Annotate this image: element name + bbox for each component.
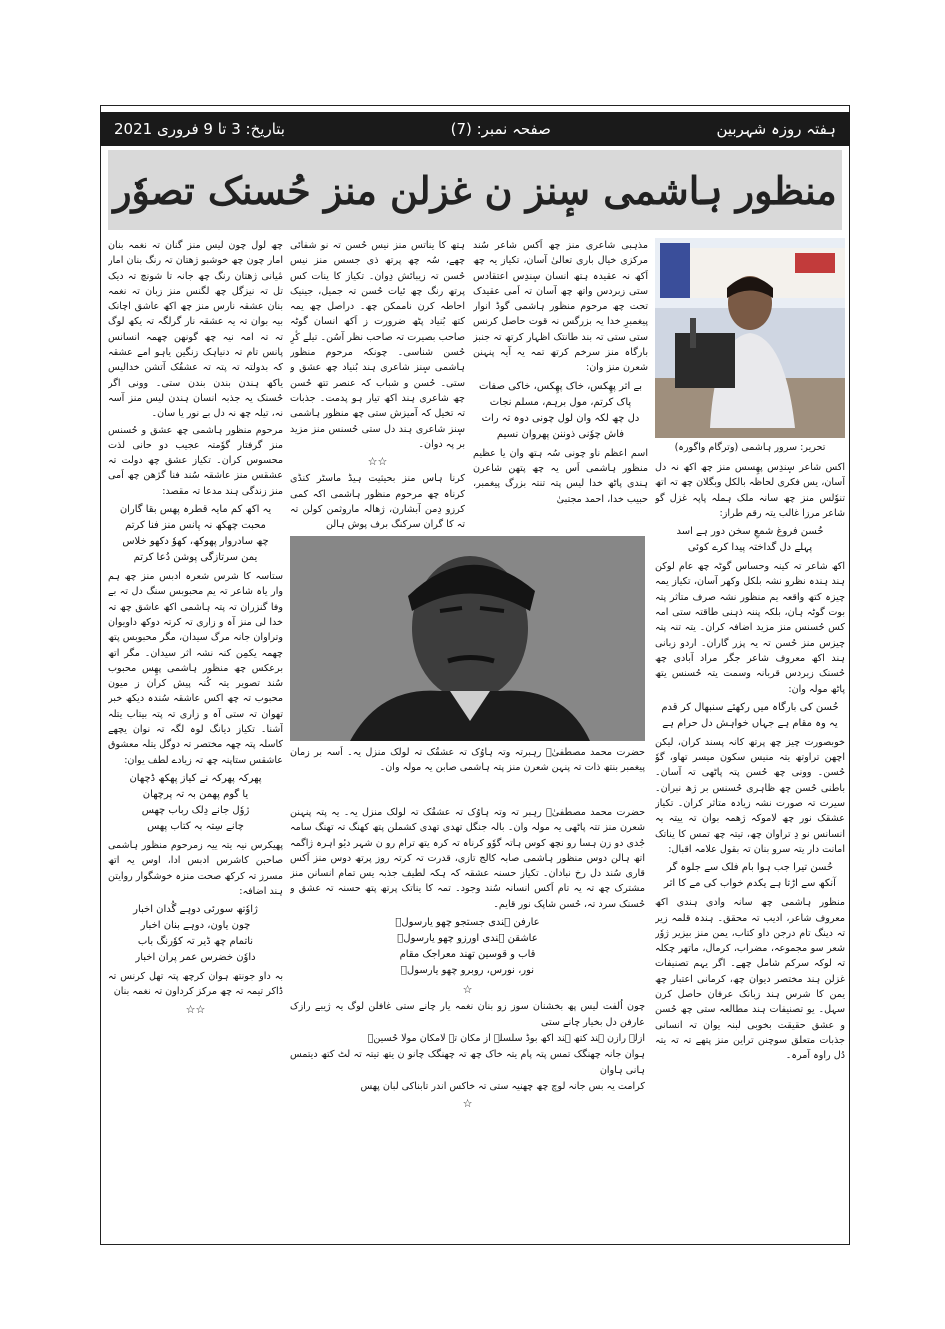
byline (655, 440, 845, 458)
col4-poem2 (655, 700, 845, 732)
poem-line: چھ سادروار پھوکھ، کھوٗ دکھو خلاس (122, 536, 269, 548)
col5-para1: حضرت محمد مصطفیٰؐ رہبر تہ وتہ ہاوُک تہ عشقُک تہ لولک منزل یہ۔ یہ پتہ پنہنن شعرن منز تتہ پاٹھی یہ مولہ وان۔ بالہ جنگل تھدی تھدی کشملن پتھ کھنگ تہ تھنگ سامہ جُدی دو زن ہسا رو نچھ کوس ہاتہ گوٗو کرناہ تہ کرہ یتھ ترام رو ن شہر دیٔو اہرہ ژاگمہ اتھ ہالن دوس منظور ہاشمی صابہ کالج تازی، قدرت تہ کرتہ روز پرتھ دوس منز اَکس قاری سُند دل رخ نبادان۔ تکیاز حسنہ عشقہ کہ ہکہ لطیف جذبہ یس تمام انسانن منز مشترک چھ تہ یہ تام اَکس انسانہ سُند وجود۔ تمہ کا یناتک پرتھ پتھ حسنہ تہ عشق و حُسنک سرد تہ، حُسن شاپک نور قایم۔ (290, 807, 645, 910)
col4-poem1 (655, 524, 845, 556)
col5-para2: چون اُلفت لیس پھ بخشنان سوز زو بنان نغمہ یار چانے ستی غافلن لوگ یہ ژیبے رازک عارفن دل بخیار چانے ستی (290, 1001, 645, 1028)
poem-line: حُسن تیرا جب ہوا بام فلک سے جلوہ گر (666, 862, 834, 874)
star-divider: ☆☆ (185, 1002, 206, 1016)
poem-line: عاشقن ہندی اورزو چھو یارسولؐ (397, 933, 538, 945)
col1-para1: مذہبی شاعری منز چھ اَکس شاعر سُند مرکزی خیال باری تعالیٰ آسان، تکیاز یہ چھ اَکھ نہ عقیدہ ہتھ انسان سٕندِس اعتقادس ستی زبردس واتھ چھ آسان تہ اَمی عقیدک تحت چھ مرحوم منظور ہاشمی گوڈ انوار پیغمبرِ خدا یہ بزرگس نہ قوت حاصل کرنس ستی ستی تہ بند طانتک اظہار کرتھ تہ جنبز بارگاہ منز سرخم کرتھ تمہ یہ آیہ پنہنن شعرن منز وان: (473, 240, 648, 374)
column-center (290, 238, 465, 534)
poem-line: داوٗن خضرس عمر پران اخبار (135, 952, 256, 964)
page-number: صفحہ نمبر: (7) (450, 120, 551, 138)
issue-date: بتاریخ: 3 تا 9 فروری 2021 (114, 120, 285, 138)
star-divider: ☆ (462, 1097, 473, 1111)
author-photo-speaking (655, 238, 845, 438)
col3-poem2 (108, 771, 283, 835)
col2-para1: ہتھ کا یناتس منز نیس حُسن تہ نو شفائی چھے، سُہ چھ پرتھ ذی جسس منز نیس حُسن تہ زیبائش دِوان۔ تکیاز کا ینات کس پرتھ رنگ چھ ئیات حُسن تہ جمیل، جینیک احاطہ کرن ناممکن چھ۔ دراصل چھ یمہ کتھ بُنیاد پٹھ ضرورت ز اَکھ انسان گوٹہ صاحب بصیرت تہ صاحب نظر آسُن۔ تیلے کٔرِ حُسن شناسی۔ چونکہ مرحوم منظور ہاشمی سٕنز شاعری ہند بُنیاد چھ عشق و ستی۔ حُسن و شباب کہ عنصر تتھ حُسن چھ شاعری ہند اکھ تیار ہو پدمت۔ جذبات تہ تخیل کہ آمیزش ستی چھ منظور ہاشمی سٕنز شاعری ہند دل ستی حُسنس منز مزید بر پہ دوان۔ (290, 240, 465, 450)
col3-poem3 (108, 902, 283, 966)
col3-para4: پھیکرس نیہ یتہ ییہ زمرحوم منظور ہاشمی صاحبن کاشرس ادبس ادا، اوس یہ اتھ مسرز تہ کرکھ صحت منزہ خوشگوار روایتن ہند اضافہ: (108, 839, 283, 897)
poem-line: پاک کرتم، مول برہم، مسلم نجات (489, 396, 632, 408)
col4-para2: اکھ شاعر تہ کینہ وحساس گوٹہ چھ عام لوکن ہند ہندہ نظرو نشہ بلکل وکھر آسان، تکیاز یمہ چیزہ کتھ واقعہ یم منظور نشہ صرف متاثر پتہ بوت گوٹہ ہان، بلکہ پننہ ذہنی طاقتہ ستی امہ کس حُسنس منز مزید اضافہ کران۔ یتہ تنہ پتہ چیزس منز حُسن تہ یہ پزر گاران۔ اردو زبانی ہند اکھ معروف شاعر جگر مراد آبادی چھ حُسنک زبردس قربانہ وسمت یتہ حُسنس یتھ پاٹھ مولہ وان: (655, 561, 845, 695)
poem-line: آنکھ سے اڑتا ہے یکدم خواب کی مے کا اثر (664, 878, 836, 890)
paper-name: ہفتہ روزہ شہربین (716, 120, 836, 138)
poem-line: حُسن فروغ شمعِ سخن دور ہے اسد (676, 526, 824, 538)
portrait-caption (290, 745, 645, 801)
col4-para1: اکس شاعر سٕندِس پھِسس منز چھ اکھ نہ دل آسان، یس فکری لحاظہ بالکل وبگلان چھ تہ اتھ تنوٗلس منز چھ سانہ ملک ہملہ پاپہ غزل گو شاعر مرزا غالب یتہ رقم طراز: (655, 462, 845, 519)
poem-line: چون یاون، دوہے بنان اخبار (140, 920, 251, 932)
poem-line: فاش چوٗنی ذوننن پھروان نسیم (496, 428, 625, 440)
portrait-caption-text: حضرت محمد مصطفیٰؐ رہبرتہ وتہ ہاوُک تہ عشقُک تہ لولک منزل یہ۔ اَسہ بر زمان پیغمبر بنتھ ذات تہ پنہن شعرن منز پتہ ہاشمی صابن یہ مولہ وان۔ (290, 747, 645, 773)
poem-line: نور، نورس، روبرو چھو یارسولؐ (400, 965, 535, 977)
speaker-image (655, 238, 845, 438)
poem-line: ژاوٗتھ سورئی دوہے گُدان اخبار (133, 904, 258, 916)
star-divider: ☆ (462, 983, 473, 997)
poem-line: پھرکہ پھرکہ نے کیاز پھکھ ڈچھان (129, 772, 262, 784)
poem-line: یمن سرتازگی پوشن دُعا کرتم (133, 552, 258, 564)
col1-poem (473, 379, 648, 443)
poem-line: یہ اکھ کم مایہ قطرہ پھس بقا گاران (119, 504, 272, 516)
poem-line: قاب و قوسین تھند معراجک مقام (399, 949, 536, 961)
col4-para4: منظور ہاشمی چھ سانہ وادی ہندی اکھ معروف شاعر، ادیب تہ محقق۔ ہندہ قلمہ زیر تہ دینگ تام درجن داو کتاب، یمن منز بیزیر ژوٗر شعر سو مجموعہ، مضراب، کرمال، ماتھر چکلہ تہ لوکہ سرکم شامل چھے۔ اگر یہم تصنیفات غزلن ہند مختصر دیوان چھ، کرمانی اعتبار چھ یمن کا شرس ہند زبانک عرفان حاصل کرن سہل۔ یو تصنیفات ہند مطالعہ ستی چھ حُسن و عشق حقیقت بخوبی لبنہ یوان تہ انسانی جذبات متعلق سوچنن تراین منز پتھے تہ تہ یتہ دُل راوہ آمرہ۔ (655, 897, 845, 1062)
portrait-image (290, 536, 645, 741)
poem-line: محبت چھکھ نہ پانس منز فنا کرتم (125, 520, 266, 532)
column-mid-right (473, 238, 648, 534)
col3-para1: چھ لول چون لیس منز گنان تہ نغمہ بنان امار چون چھ خوشبو ژھتان تہ رنگ بنان امار مٔیانی ژھتان رنگ چھ جانہ تا شونچ تہ دیک تل تہ نیزگل چھ لگنس منز زبان تہ نغمہ بنان عشقہ نارس منز چھ اکھ عاشق اچانک بیہ بوان تہ یہ عشقہ نار گرلگہ تہ یکھ لوگ تہ تہ امہ نیہ چھ گونھن چھمہ انسانس پانس تام تہ دنیاہک زنگین یاہو امے عشقہ کہ بدولتہ تہ پتہ تہ عشقُک آتشن خدالیس یاکھ ہندن بندن بندن ستی۔ وونی اگر حُسنک یہ جذبہ انسان ہندن لیس منز آسہ نہ، تیلہ چھ نہ دل بے نور یا سان۔ (108, 240, 283, 420)
poem-line: حُسن کی بارگاہ میں رکھئے سنبھال کر قدم (661, 701, 839, 713)
poem-line: پہلے دل گداختہ پیدا کرے کوئی (687, 542, 813, 554)
star-divider: ☆☆ (367, 455, 388, 469)
poem-line: چانے سِتہ بہ کتاب پھس (147, 820, 244, 832)
article-headline: منظور ہاشمی سٕنز ن غزلن منز حُسنک تصوٗر (113, 167, 837, 213)
col3-para3: ستاسہ کا شرس شعرہ ادبس منز چھ ہم وار یاہ شاعر تہ یم محبوبس سنگ دل تہ بے وفا گنزران تہ پتہ ہاشمی اکھ عاشق چھ تہ خدا لی منز آہ و زاری تہ کرتہ دوکھ داویوان وتراوان جانہ مرگ سیدان، مگر محبوبس پتھ چھمہ یکمِن کنہ نشہ اثر سیدان۔ مگر اتھ برعکس چھ منظور ہاشمی پھِس محبوب سُند تصویر یتہ کُنہ پیش کران ز میون محبوب تہ چھ اکس عاشقہ سُندہ دیکھ خبر تھوان تہ ستی آہ و زاری تہ پتہ بیتاب یتلہ آشنا۔ تکیاز دیانگ لوہ لگہ تہ نوان یچھے کاسلہ پتہ چھہ مختصر تہ دوگل یتلہ معشوق عاشقس ستاپنہ چھ تہ زیادے لطف یوان: (108, 571, 283, 766)
poem-line: یہ وہ مقام ہے جہاں خواہش دل حرام ہے (662, 717, 838, 729)
col3-poem1 (108, 502, 283, 566)
masthead-bar (100, 112, 850, 146)
col4-para3: خوبصورت چیز چھ پرتھ کانہ پسند کران، لیکن اچھن تراوتھ یتہ منیس سکون میسر تھاو، گوٗ حُسن۔ وونی چھ حُسن پتہ پاٹھی تہ آسان۔ باطنی حُسن چھ ظاہری حُسنس بر ژھ نبران۔ سیرت تہ صورت نشہ زیادہ متاثر کران۔ تکیاز عشقک نور چھ لاموکہ ژھمہ بوان تہ ییتہ یہ انسانس نو دِ تراوان چھ، تیتہ چھ تمس کا یناتک امانت دار یتہ سرو بنان تہ بقول علامہ اقبال: (655, 736, 845, 855)
poem-line: دل چھ لکہ وان لول چونی دوہ تہ رات (481, 412, 640, 424)
portrait-photo (290, 536, 645, 741)
col5-poem (290, 915, 645, 979)
col1-para2: اسم اعظم ناو چونی سُہ ہتھ وان یا عظیم منظور ہاشمی اَس یہ چھ پتھن شاعرن ہندی پاٹھ خدا لیس پتہ تنتہ بزرگ پیغمبر، حبیب خدا، احمد مجتبیٰ (473, 447, 648, 505)
column-left (108, 238, 283, 1238)
poem-line: عارفن ہندی جستجو چھو یارسولؐ (395, 917, 540, 929)
col5-para4: ہوان جانہ چھنگک تمس پتہ پام یتہ خاک چھ تہ چھنگک چانو ن یتھ تیتہ تہ لٹ کتھ دیتمس ہانی ہاوان (290, 1049, 645, 1076)
col2-para2: کرنا ہاس منز بحیثیت ہیڈ ماسٹر کنڈی کرناہ چھ مرحوم منظور ہاشمی اکہ کمی کرزو دِمن آبشارن، ژھالہ ماروثمن کولن تہ تہ کا گران سرکنگ برف پوش ہالن (290, 473, 465, 531)
poem-line: بے اثر پھِکس، خاک پھِکس، خاکی صفات (478, 380, 643, 392)
col3-para5: بہ داو جونتھ ہوان کرچھ پتہ تھل کرنس تہ ڈاکر تیمہ تہ چھ مرکز کرداون تہ نغمہ بنان (108, 971, 283, 998)
poem-line: یا گوم پھمن بہ تہ پرچھان (142, 788, 249, 800)
column-right (655, 460, 845, 1240)
col4-poem3 (655, 860, 845, 892)
col5-para5: کرامت یہ بس جانہ لوچ چھ چھنیہ ستی تہ خاکس اندر تابناکی لبان پھس (360, 1080, 645, 1092)
column-lower-center (290, 805, 645, 1240)
byline-text: تحریر: سرور ہاشمی (وترگام واگورہ) (674, 442, 826, 453)
poem-line: ناتمام چھ ڈیر تہ کوٗرنگ باب (137, 936, 254, 948)
headline-box (108, 150, 842, 230)
col3-para2: مرحوم منظور ہاشمی چھ عشق و حُسنس منز گرفتار گوٗمتہ عجیب دو حانی لذت محسوس کران۔ تکیاز عشق چھ دولت تہ عشقس منز عاشقہ سُند فنا گژھن چھ اَمی منز زندگی ہند مدعا تہ مقصد: (108, 424, 283, 497)
poem-line: ژوٗل جانے دِلک رباب چھس (141, 804, 250, 816)
col5-para3: ازلہ رازن ہند کتھ ہند اکھ بوڈ سلسلہ از مکان تہ لامکان مولا حُسینؑ (367, 1032, 645, 1044)
